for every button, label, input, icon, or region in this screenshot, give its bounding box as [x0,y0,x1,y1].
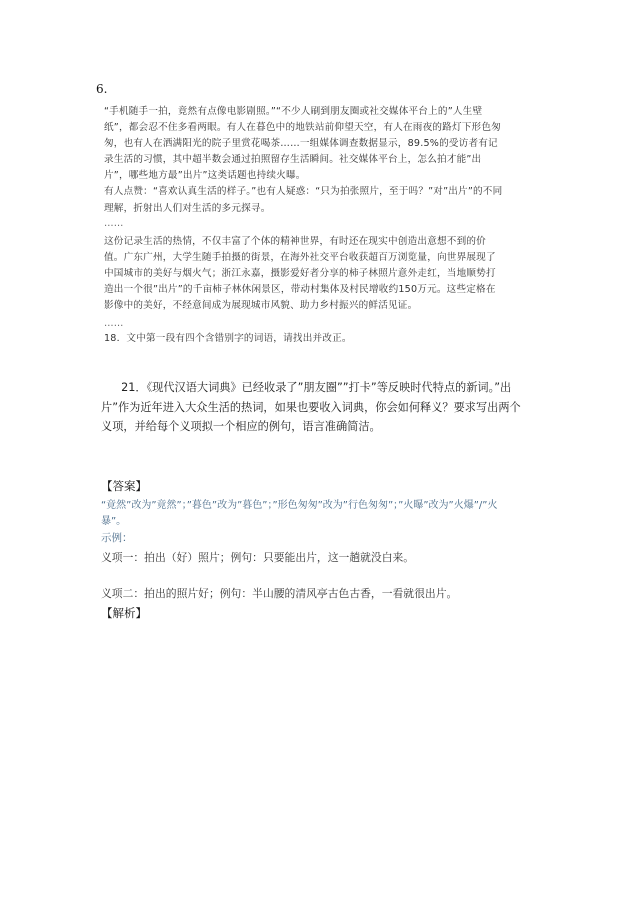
meaning-item-1: 义项一：拍出（好）照片；例句：只要能出片，这一趟就没白来。 [101,551,415,564]
question-21: 21．《现代汉语大词典》已经收录了”朋友圈””打卡”等反映时代特点的新词。”出片”作为近年进入大众生活的热词，如果也要收入词典，你会如何释义？要求写出两个义项，并给每个义项拟一个相应的例句，语言准确简洁。 [101,381,521,433]
passage-paragraph-1: “手机随手一拍，竟然有点像电影剧照。”“不少人刷到朋友圈或社交媒体平台上的”人生壁纸”，都会忍不住多看两眼。有人在暮色中的地铁站前仰望天空，有人在雨夜的路灯下形色匆匆，也有人在洒满阳光的院子里赏花喝茶……一组媒体调查数据显示，89.5%的受访者有记录生活的习惯，其中超半数会通过拍照留存生活瞬间。社交媒体平台上，怎么拍才能”出片”，哪些地方最”出片”这类话题也持续火曝。 [104,106,501,182]
passage-ellipsis-2: …… [104,318,124,330]
answer-text: “竟然”改为”竟然”；”暮色”改为”暮色”；”形色匆匆”改为”行色匆匆”；”火曝”改为”火爆”/”火暴”。 [101,500,498,527]
passage-ellipsis-1: …… [104,217,124,229]
analysis-heading: 【解析】 [101,606,147,620]
meaning-item-2: 义项二：拍出的照片好；例句：半山腰的清风亭古色古香，一看就很出片。 [101,587,458,600]
answer-heading: 【答案】 [101,479,147,493]
passage-paragraph-2: 有人点赞：“喜欢认真生活的样子。”也有人疑惑：“只为拍张照片，至于吗？”对”出片”的不同理解，折射出人们对生活的多元探寻。 [104,186,503,214]
reading-passage [104,104,504,347]
question-number: 6. [96,82,108,96]
passage-paragraph-3: 这份记录生活的热情，不仅丰富了个体的精神世界，有时还在现实中创造出意想不到的价值。广东广州，大学生随手拍摄的街景，在海外社交平台收获超百万浏览量，向世界展现了中国城市的美好与烟火气；浙江永嘉，摄影爱好者分享的柿子林照片意外走红，当地顺势打造出一个很”出片”的千亩柿子林休闲景区，带动村集体及村民增收约150万元。这些定格在影像中的美好，不经意间成为展现城市风貌、助力乡村振兴的鲜活见证。 [104,235,496,312]
question-18: 18．文中第一段有四个含错别字的词语，请找出并改正。 [104,333,352,345]
example-label: 示例： [101,532,133,544]
